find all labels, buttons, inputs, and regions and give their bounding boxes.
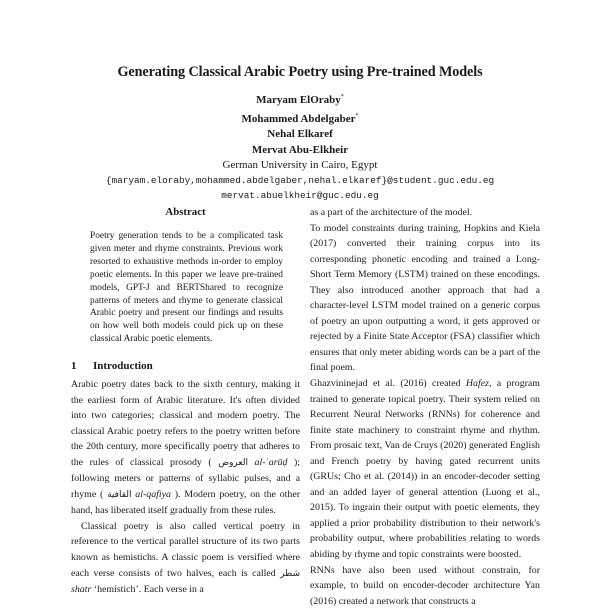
equal-contribution-mark: * (340, 94, 344, 100)
author-block (0, 90, 600, 203)
paper-title: Generating Classical Arabic Poetry using Pre-trained Models (117, 64, 483, 80)
section-title: Introduction (93, 360, 153, 372)
intro-paragraph-1: Arabic poetry dates back to the sixth century, making it the earliest form of Arabic literature. It's often divided into two categories; classical and modern poetry. The classical Arabic poetry refers to the poetry written before the 20th century, more specifically poetry that adheres to the rules of classical prosody ( العروض al-ʿarūḍ ); following meters or patterns of syllabic pulses, and a rhyme ( القافية al-qafiya ). Modern poetry, on the other hand, has liberated itself gradually from these rules. (71, 379, 300, 517)
intro-paragraph-2: Classical poetry is also called vertical poetry in reference to the vertical parallel structure of its two parts known as hemistichs. A classic poem is versified where each verse consists of two halves, each is called شطر shatr ‘hemistich’. Each verse in a (71, 520, 300, 596)
student-emails: {maryam.eloraby,mohammed.abdelgaber,nehal.elkaref}@student.guc.edu.eg (105, 175, 495, 186)
right-column-body (310, 205, 540, 609)
author-3: Nehal Elkaref (267, 128, 333, 140)
section-number: 1 (71, 360, 77, 372)
author-4: Mervat Abu-Elkheir (251, 143, 349, 156)
transliteration: al-qafiya (135, 488, 171, 500)
author-1: Maryam ElOraby* (256, 94, 344, 106)
affiliation: German University in Cairo, Egypt (222, 159, 378, 171)
section-heading (71, 360, 153, 372)
right-paragraph-3: RNNs have also been used without constrain, for example, to build on encoder-decoder architecture Yan (2016) created a network that constructs a (310, 564, 540, 607)
transliteration: al-ʿarūḍ (254, 456, 288, 468)
author-2: Mohammed Abdelgaber* (241, 112, 359, 125)
transliteration: shatr (71, 584, 92, 596)
abstract-text: Poetry generation tends to be a complicated task given meter and rhyme constraints. Previous work resorted to exhaustive methods in-order to employ poetic elements. In this paper we leave pre-trained models, GPT-J and BERTShared to recognize patterns of meters and rhyme to generate classical Arabic poetry and present our findings and results on how well both models could pick up on these classical Arabic poetic elements. (90, 231, 283, 345)
right-paragraph-1: To model constraints during training, Hopkins and Kiela (2017) converted their training corpus into its corresponding phonetic encoding and trained a Long-Short Term Memory (LSTM) trained on these encodings. They also introduced another approach that had a character-level LSTM model trained on a generic corpus of poetry an upon outputting a word, it gets approved or rejected by a Finite State Acceptor (FSA) classifier which ensures that only meter abiding words can be a part of the final poem. (310, 222, 540, 374)
abstract-heading: Abstract (165, 206, 206, 218)
equal-contribution-mark: * (355, 112, 359, 119)
right-paragraph-0: as a part of the architecture of the model. (310, 207, 473, 218)
arabic-term: العروض (218, 457, 248, 468)
arabic-term: شطر (280, 568, 300, 579)
arabic-term: القافية (107, 489, 132, 500)
faculty-email: mervat.abuelkheir@guc.edu.eg (221, 190, 379, 201)
right-paragraph-2: Ghazvininejad et al. (2016) created Hafez, a program trained to generate topical poetry. Their system relied on Recurrent Neural Networks (RNNs) for coherence and finite state machinery to constraint rhyme and rhythm. From prosaic text, Van de Cruys (2020) generated English and French poetry by having gated recurrent units (GRUs; Cho et al. (2014)) in an encoder-decoder setting and an added layer of general attention (Luong et al., 2015). To ingrain their output with poetic elements, they applied a prior probability distribution to their network's probability output, where probabilities relating to words abiding by rhyme and topic constraints were boosted. (310, 378, 540, 561)
left-column-body (71, 377, 300, 598)
system-name: Hafez (465, 378, 489, 390)
